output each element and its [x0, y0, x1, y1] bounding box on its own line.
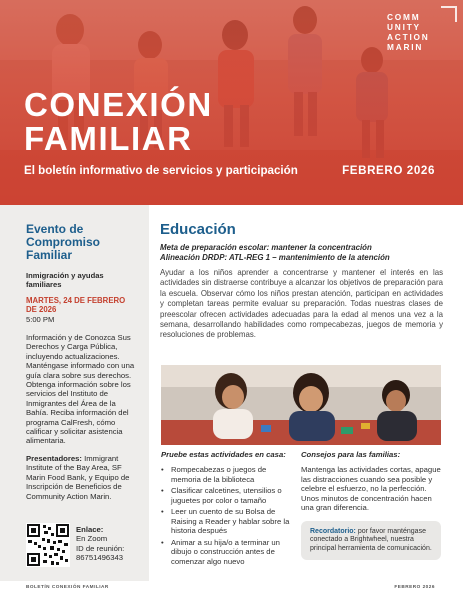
- list-item: • Animar a su hija/o a terminar un dibujo o construcción antes de comenzar algo nuevo: [161, 538, 295, 567]
- join-platform: En Zoom: [76, 534, 108, 544]
- newsletter-subtitle: El boletín informativo de servicios y participación: [24, 164, 298, 177]
- list-item: • Rompecabezas o juegos de memoria de la biblioteca: [161, 465, 295, 484]
- reminder-text: por favor manténgase conectado a Brightwheel, nuestra principal herramienta de comunicación.: [310, 527, 432, 552]
- children-puzzle-photo: [161, 365, 441, 445]
- newsletter-title: [24, 88, 213, 156]
- footer-publication-name: BOLETÍN CONEXIÓN FAMILIAR: [26, 584, 109, 589]
- meeting-id: 86751496343: [76, 552, 124, 562]
- list-item: • Clasificar calcetines, utensilios o juguetes por color o tamaño: [161, 486, 295, 505]
- readiness-goal: [160, 243, 443, 263]
- org-logo-line: ACTION: [387, 32, 430, 42]
- family-tips: [301, 450, 441, 560]
- home-activities-list: [161, 465, 295, 566]
- event-subtitle: Inmigración y ayudas familiares: [26, 271, 104, 289]
- org-logo-line: COMM: [387, 12, 421, 22]
- home-activities-heading: Pruebe estas actividades en casa:: [161, 450, 286, 459]
- education-section: [149, 205, 463, 581]
- meeting-id-label: ID de reunión:: [76, 543, 125, 553]
- event-time: 5:00 PM: [26, 315, 55, 324]
- hero-banner: [0, 0, 463, 205]
- join-label: Enlace:: [76, 525, 104, 534]
- event-title: Evento de Compromiso Familiar: [26, 222, 101, 262]
- event-sidebar: [0, 205, 149, 581]
- drdp-alignment-line: Alineación DRDP: ATL-REG 1 – mantenimiento de la atención: [160, 253, 390, 262]
- footer-issue-date: FEBRERO 2026: [394, 584, 435, 589]
- section-title: Educación: [160, 221, 236, 238]
- org-logo-line: UNITY: [387, 22, 421, 32]
- readiness-goal-line: Meta de preparación escolar: mantener la concentración: [160, 243, 372, 252]
- event-join-info: [26, 523, 144, 573]
- brightwheel-reminder: [301, 521, 441, 560]
- join-details: [76, 525, 124, 562]
- newsletter-title-line1: CONEXIÓN: [24, 86, 213, 123]
- event-presenters: [26, 454, 138, 501]
- presenters-label: Presentadores:: [26, 453, 82, 463]
- section-body: Ayudar a los niños aprender a concentrarse y mantener el interés en las actividades sin distraerse contribuye a alcanzar los objetivos de preparación para la escuela. Observar cómo los niños prestan atención, participan en actividades y completan tareas permite evaluar su preparación. Todas nuestras clases de preescolar ofrecen actividades adecuadas para la edad al menos una vez a la semana, desarrollando habilidades como rompecabezas, juegos de memoria y resoluciones de problemas.: [160, 268, 443, 340]
- presenters-list: Immigrant Institute of the Bay Area, SF Marin Food Bank, y Equipo de Inscripción de Beneficios de Community Action Marin.: [26, 453, 130, 501]
- qr-code-icon[interactable]: [26, 523, 70, 567]
- home-activities: [161, 450, 295, 568]
- list-item: • Leer un cuento de su Bolsa de Raising a Reader y hablar sobre la historia después: [161, 507, 295, 536]
- family-tips-text: Mantenga las actividades cortas, apague las distracciones cuando sea posible y celebre el esfuerzo, no la perfección. Unos minutos de concentración hacen una gran diferencia.: [301, 465, 441, 513]
- family-tips-heading: Consejos para las familias:: [301, 450, 401, 459]
- org-logo: [387, 12, 449, 52]
- org-logo-line: MARIN: [387, 42, 424, 52]
- issue-date: FEBRERO 2026: [342, 164, 435, 177]
- reminder-label: Recordatorio:: [310, 527, 356, 535]
- newsletter-title-line2: FAMILIAR: [24, 120, 193, 157]
- event-description: Información y de Conozca Sus Derechos y Carga Pública, incluyendo actualizaciones. Manténgase informado con una guía clara sobre sus derechos. Obtenga información sobre los servicios del Instituto de Inmigrantes del Área de la Bahía. Reciba información del programa CalFresh, cómo calificar y solicitar asistencia alimentaria.: [26, 333, 135, 446]
- event-date: MARTES, 24 DE FEBRERO DE 2026: [26, 296, 126, 314]
